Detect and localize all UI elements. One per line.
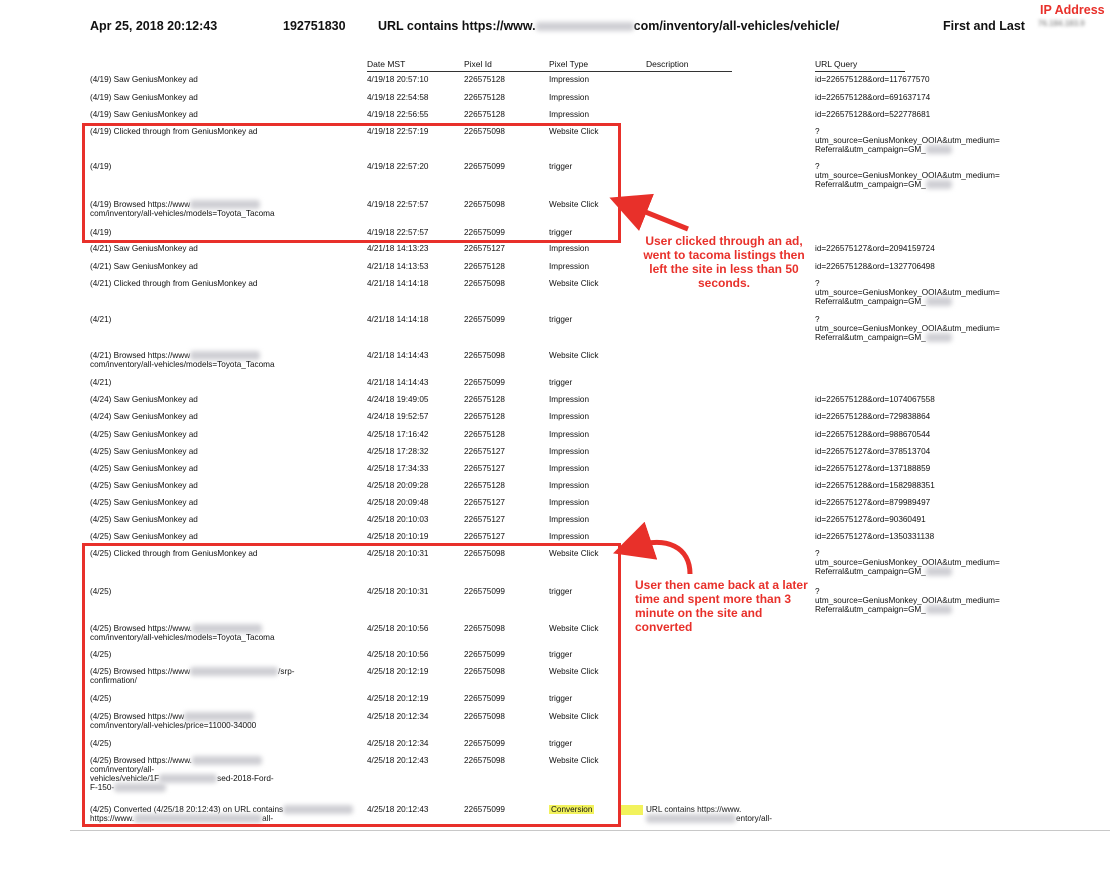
row-date: 4/19/18 20:57:10	[367, 75, 429, 84]
row-description-text: (4/19) Saw GeniusMonkey ad	[90, 110, 198, 119]
row-description-text: (4/19) Saw GeniusMonkey ad	[90, 75, 198, 84]
row-pixel-type-text: Website Click	[549, 279, 599, 288]
row-pixel-id: 226575098	[464, 667, 505, 676]
row-date: 4/24/18 19:49:05	[367, 395, 429, 404]
row-date: 4/19/18 22:57:57	[367, 228, 429, 237]
row-date: 4/19/18 22:57:20	[367, 162, 429, 171]
row-pixel-type-text: trigger	[549, 694, 573, 703]
row-url-query-text: Referral&utm_campaign=GM_	[815, 605, 926, 614]
row-pixel-type-text: Impression	[549, 412, 590, 421]
row-description-text: (4/21)	[90, 378, 112, 387]
row-description-text: (4/21) Saw GeniusMonkey ad	[90, 262, 198, 271]
annotation-line: User then came back at a later	[635, 578, 808, 592]
row-pixel-id: 226575127	[464, 498, 505, 507]
row-pixel-id: 226575099	[464, 694, 505, 703]
col-pixel-type: Pixel Type	[549, 59, 589, 69]
col-url-query: URL Query	[815, 59, 858, 69]
row-description-text: (4/25) Browsed https://www	[90, 667, 191, 676]
row-pixel-type-text: Impression	[549, 395, 590, 404]
row-url-query: ?	[815, 127, 820, 136]
row-description-text: (4/25) Saw GeniusMonkey ad	[90, 532, 198, 541]
row-date: 4/21/18 14:13:53	[367, 262, 429, 271]
row-description-text: (4/25) Saw GeniusMonkey ad	[90, 430, 198, 439]
row-pixel-type-text: trigger	[549, 228, 573, 237]
row-date: 4/25/18 20:12:19	[367, 694, 429, 703]
row-description-text: (4/25) Clicked through from GeniusMonkey ad	[90, 549, 258, 558]
row-pixel-id: 226575099	[464, 228, 505, 237]
row-pixel-type-text: Website Click	[549, 667, 599, 676]
row-url-query-line2: utm_source=GeniusMonkey_OOIA&utm_medium=	[815, 171, 1000, 180]
row-description-text: (4/19) Clicked through from GeniusMonkey ad	[90, 127, 258, 136]
annotation-line: time and spent more than 3	[635, 592, 792, 606]
row-url-query: id=226575128&ord=729838864	[815, 412, 931, 421]
row-pixel-type-text: Impression	[549, 447, 590, 456]
row-description-text: (4/25) Saw GeniusMonkey ad	[90, 447, 198, 456]
row-description-text: com/inventory/all-vehicles/models=Toyota_Tacoma	[90, 360, 275, 369]
row-url-query: id=226575128&ord=988670544	[815, 430, 931, 439]
row-pixel-id: 226575128	[464, 110, 505, 119]
row-description-text: (4/19) Browsed https://www	[90, 200, 191, 209]
row-pixel-id: 226575099	[464, 805, 505, 814]
arrow-second	[632, 542, 690, 574]
ip-address-label: IP Address	[1040, 3, 1105, 17]
page-bottom-rule	[70, 830, 1110, 831]
row-description-text: (4/25) Converted (4/25/18 20:12:43) on URL contains	[90, 805, 284, 814]
col-description: Description	[646, 59, 689, 69]
row-pixel-id: 226575098	[464, 351, 505, 360]
row-pixel-type-text: Website Click	[549, 351, 599, 360]
row-description-text: (4/25)	[90, 694, 112, 703]
row-pixel-id: 226575098	[464, 712, 505, 721]
row-date: 4/25/18 20:10:56	[367, 650, 429, 659]
row-pixel-type-text: Website Click	[549, 624, 599, 633]
row-description-text: (4/21) Browsed https://www	[90, 351, 191, 360]
annotation-line: converted	[635, 620, 693, 634]
annotation-line: went to tacoma listings then	[643, 248, 805, 262]
row-description-tail: /srp-	[278, 667, 295, 676]
row-pixel-id: 226575128	[464, 93, 505, 102]
row-date: 4/24/18 19:52:57	[367, 412, 429, 421]
row-description-text: (4/24) Saw GeniusMonkey ad	[90, 395, 198, 404]
annotation-line: seconds.	[697, 276, 751, 290]
row-pixel-type-text: Impression	[549, 498, 590, 507]
row-pixel-id: 226575127	[464, 532, 505, 541]
row-description-text: (4/25)	[90, 650, 112, 659]
row-description-text: com/inventory/all-vehicles/models=Toyota_Tacoma	[90, 633, 275, 642]
row-url-query: ?	[815, 549, 820, 558]
row-description-text: (4/19)	[90, 162, 112, 171]
row-url-query: id=226575128&ord=522778681	[815, 110, 931, 119]
row-date: 4/25/18 17:28:32	[367, 447, 429, 456]
row-date: 4/19/18 22:56:55	[367, 110, 429, 119]
row-description-text: F-150-	[90, 783, 115, 792]
row-pixel-type-text: Impression	[549, 244, 590, 253]
row-pixel-type-text: trigger	[549, 650, 573, 659]
row-pixel-id: 226575098	[464, 127, 505, 136]
row-pixel-type-text: Impression	[549, 464, 590, 473]
row-date: 4/19/18 22:54:58	[367, 93, 429, 102]
col-date: Date MST	[367, 59, 406, 69]
row-date: 4/25/18 20:12:34	[367, 712, 429, 721]
row-pixel-id: 226575128	[464, 412, 505, 421]
row-url-query-line2: utm_source=GeniusMonkey_OOIA&utm_medium=	[815, 136, 1000, 145]
row-description-text: (4/25) Saw GeniusMonkey ad	[90, 464, 198, 473]
row-url-query-line2: utm_source=GeniusMonkey_OOIA&utm_medium=	[815, 596, 1000, 605]
row-url-query-text: Referral&utm_campaign=GM_	[815, 180, 926, 189]
row-description-text: (4/25) Browsed https://ww	[90, 712, 185, 721]
row-description-tail: all-	[262, 814, 274, 823]
row-pixel-id: 226575127	[464, 464, 505, 473]
url-suffix: com/inventory/all-vehicles/vehicle/	[633, 19, 840, 33]
row-date: 4/25/18 17:34:33	[367, 464, 429, 473]
annotation-first-visit	[624, 234, 824, 290]
row-pixel-type-text: trigger	[549, 162, 573, 171]
row-date: 4/25/18 20:12:34	[367, 739, 429, 748]
report-date: Apr 25, 2018 20:12:43	[90, 19, 218, 33]
row-date: 4/19/18 22:57:19	[367, 127, 429, 136]
row-date: 4/21/18 14:14:43	[367, 351, 429, 360]
url-prefix: URL contains https://www.	[378, 19, 536, 33]
row-pixel-type-text: trigger	[549, 587, 573, 596]
row-date: 4/25/18 20:12:43	[367, 756, 429, 765]
row-pixel-type-text: Conversion	[551, 805, 593, 814]
row-description-text: (4/25) Saw GeniusMonkey ad	[90, 481, 198, 490]
row-date: 4/25/18 20:12:43	[367, 805, 429, 814]
row-pixel-id: 226575098	[464, 624, 505, 633]
row-pixel-type-text: Website Click	[549, 712, 599, 721]
row-url-query-text: Referral&utm_campaign=GM_	[815, 297, 926, 306]
row-date: 4/19/18 22:57:57	[367, 200, 429, 209]
row-pixel-type-text: trigger	[549, 378, 573, 387]
row-url-query: id=226575128&ord=691637174	[815, 93, 931, 102]
row-description-text: (4/24) Saw GeniusMonkey ad	[90, 412, 198, 421]
row-date: 4/25/18 20:10:19	[367, 532, 429, 541]
row-pixel-type-text: Impression	[549, 110, 590, 119]
ip-address-value: 76.184.183.9	[1038, 19, 1085, 28]
row-pixel-type-text: Impression	[549, 262, 590, 271]
row-pixel-type-text: trigger	[549, 739, 573, 748]
row-date: 4/25/18 20:10:56	[367, 624, 429, 633]
row-date: 4/25/18 20:09:48	[367, 498, 429, 507]
row-pixel-id: 226575099	[464, 315, 505, 324]
row-pixel-id: 226575098	[464, 200, 505, 209]
row-pixel-id: 226575128	[464, 75, 505, 84]
row-date: 4/25/18 20:12:19	[367, 667, 429, 676]
row-url-query-text: Referral&utm_campaign=GM_	[815, 145, 926, 154]
row-pixel-type-text: Website Click	[549, 200, 599, 209]
row-url-query: id=226575127&ord=137188859	[815, 464, 931, 473]
row-pixel-type-text: Impression	[549, 532, 590, 541]
row-pixel-id: 226575128	[464, 262, 505, 271]
row-url-query: ?	[815, 162, 820, 171]
row-description-text: confirmation/	[90, 676, 137, 685]
row-url-query: id=226575128&ord=1327706498	[815, 262, 935, 271]
row-description-text: (4/25) Browsed https://www.	[90, 756, 192, 765]
row-url-query: id=226575127&ord=90360491	[815, 515, 926, 524]
row-pixel-id: 226575127	[464, 244, 505, 253]
row-pixel-id: 226575099	[464, 650, 505, 659]
row-description-text: com/inventory/all-vehicles/price=11000-34000	[90, 721, 257, 730]
row-url-query: ?	[815, 315, 820, 324]
row-url-query: id=226575127&ord=2094159724	[815, 244, 935, 253]
row-description-text: (4/25) Browsed https://www.	[90, 624, 192, 633]
row-description-text: com/inventory/all-vehicles/models=Toyota_Tacoma	[90, 209, 275, 218]
row-pixel-type-text: Impression	[549, 75, 590, 84]
row-description-text: (4/21) Clicked through from GeniusMonkey ad	[90, 279, 258, 288]
row-pixel-id: 226575098	[464, 756, 505, 765]
row-date: 4/21/18 14:14:43	[367, 378, 429, 387]
row-date: 4/21/18 14:14:18	[367, 315, 429, 324]
row-pixel-id: 226575098	[464, 279, 505, 288]
row-url-query-text: Referral&utm_campaign=GM_	[815, 567, 926, 576]
row-pixel-id: 226575099	[464, 162, 505, 171]
row-extra-description: URL contains https://www.	[646, 805, 742, 814]
row-description-text: (4/25) Saw GeniusMonkey ad	[90, 498, 198, 507]
row-pixel-id: 226575099	[464, 739, 505, 748]
row-url-query: ?	[815, 279, 820, 288]
row-pixel-id: 226575128	[464, 395, 505, 404]
row-pixel-type-text: Website Click	[549, 127, 599, 136]
row-description-text: (4/21) Saw GeniusMonkey ad	[90, 244, 198, 253]
row-url-query: id=226575127&ord=378513704	[815, 447, 931, 456]
annotation-line: minute on the site and	[635, 606, 763, 620]
row-date: 4/25/18 20:10:31	[367, 587, 429, 596]
arrow-first	[628, 205, 688, 229]
row-date: 4/25/18 20:10:03	[367, 515, 429, 524]
row-date: 4/25/18 20:09:28	[367, 481, 429, 490]
row-pixel-type-text: Website Click	[549, 549, 599, 558]
row-pixel-type-text: Impression	[549, 481, 590, 490]
row-url-query-text: Referral&utm_campaign=GM_	[815, 333, 926, 342]
row-url-query: id=226575128&ord=117677570	[815, 75, 930, 84]
row-description-text: com/inventory/all-	[90, 765, 155, 774]
row-description-text: (4/19) Saw GeniusMonkey ad	[90, 93, 198, 102]
row-pixel-id: 226575099	[464, 378, 505, 387]
row-url-query: ?	[815, 587, 820, 596]
row-url-query-line2: utm_source=GeniusMonkey_OOIA&utm_medium=	[815, 558, 1000, 567]
row-url-query-line2: utm_source=GeniusMonkey_OOIA&utm_medium=	[815, 288, 1000, 297]
row-pixel-id: 226575128	[464, 481, 505, 490]
row-url-query: id=226575128&ord=1582988351	[815, 481, 935, 490]
row-description-text: (4/25)	[90, 587, 112, 596]
row-url-query: id=226575127&ord=879989497	[815, 498, 931, 507]
report-id: 192751830	[283, 19, 346, 33]
row-url-query: id=226575128&ord=1074067558	[815, 395, 935, 404]
row-date: 4/21/18 14:14:18	[367, 279, 429, 288]
row-description-tail: sed-2018-Ford-	[217, 774, 274, 783]
row-pixel-id: 226575098	[464, 549, 505, 558]
row-description-text: vehicles/vehicle/1F	[90, 774, 160, 783]
user-name: First and Last	[943, 19, 1025, 33]
row-extra-tail: entory/all-	[736, 814, 772, 823]
col-pixel-id: Pixel Id	[464, 59, 492, 69]
row-description-text: (4/25) Saw GeniusMonkey ad	[90, 515, 198, 524]
row-pixel-type-text: Impression	[549, 515, 590, 524]
row-date: 4/25/18 17:16:42	[367, 430, 429, 439]
annotation-line: left the site in less than 50	[649, 262, 799, 276]
row-pixel-type-text: trigger	[549, 315, 573, 324]
row-date: 4/21/18 14:13:23	[367, 244, 429, 253]
row-pixel-type-text: Impression	[549, 93, 590, 102]
row-description-text: (4/25)	[90, 739, 112, 748]
row-description-text: (4/19)	[90, 228, 112, 237]
row-pixel-id: 226575127	[464, 515, 505, 524]
row-url-query-line2: utm_source=GeniusMonkey_OOIA&utm_medium=	[815, 324, 1000, 333]
row-description-text: https://www.	[90, 814, 135, 823]
row-pixel-type-text: Impression	[549, 430, 590, 439]
row-pixel-id: 226575099	[464, 587, 505, 596]
row-pixel-id: 226575128	[464, 430, 505, 439]
row-date: 4/25/18 20:10:31	[367, 549, 429, 558]
row-url-query: id=226575127&ord=1350331138	[815, 532, 935, 541]
annotation-line: User clicked through an ad,	[645, 234, 803, 248]
annotation-second-visit	[635, 578, 835, 634]
row-pixel-type-text: Website Click	[549, 756, 599, 765]
row-description-text: (4/21)	[90, 315, 112, 324]
row-pixel-id: 226575127	[464, 447, 505, 456]
